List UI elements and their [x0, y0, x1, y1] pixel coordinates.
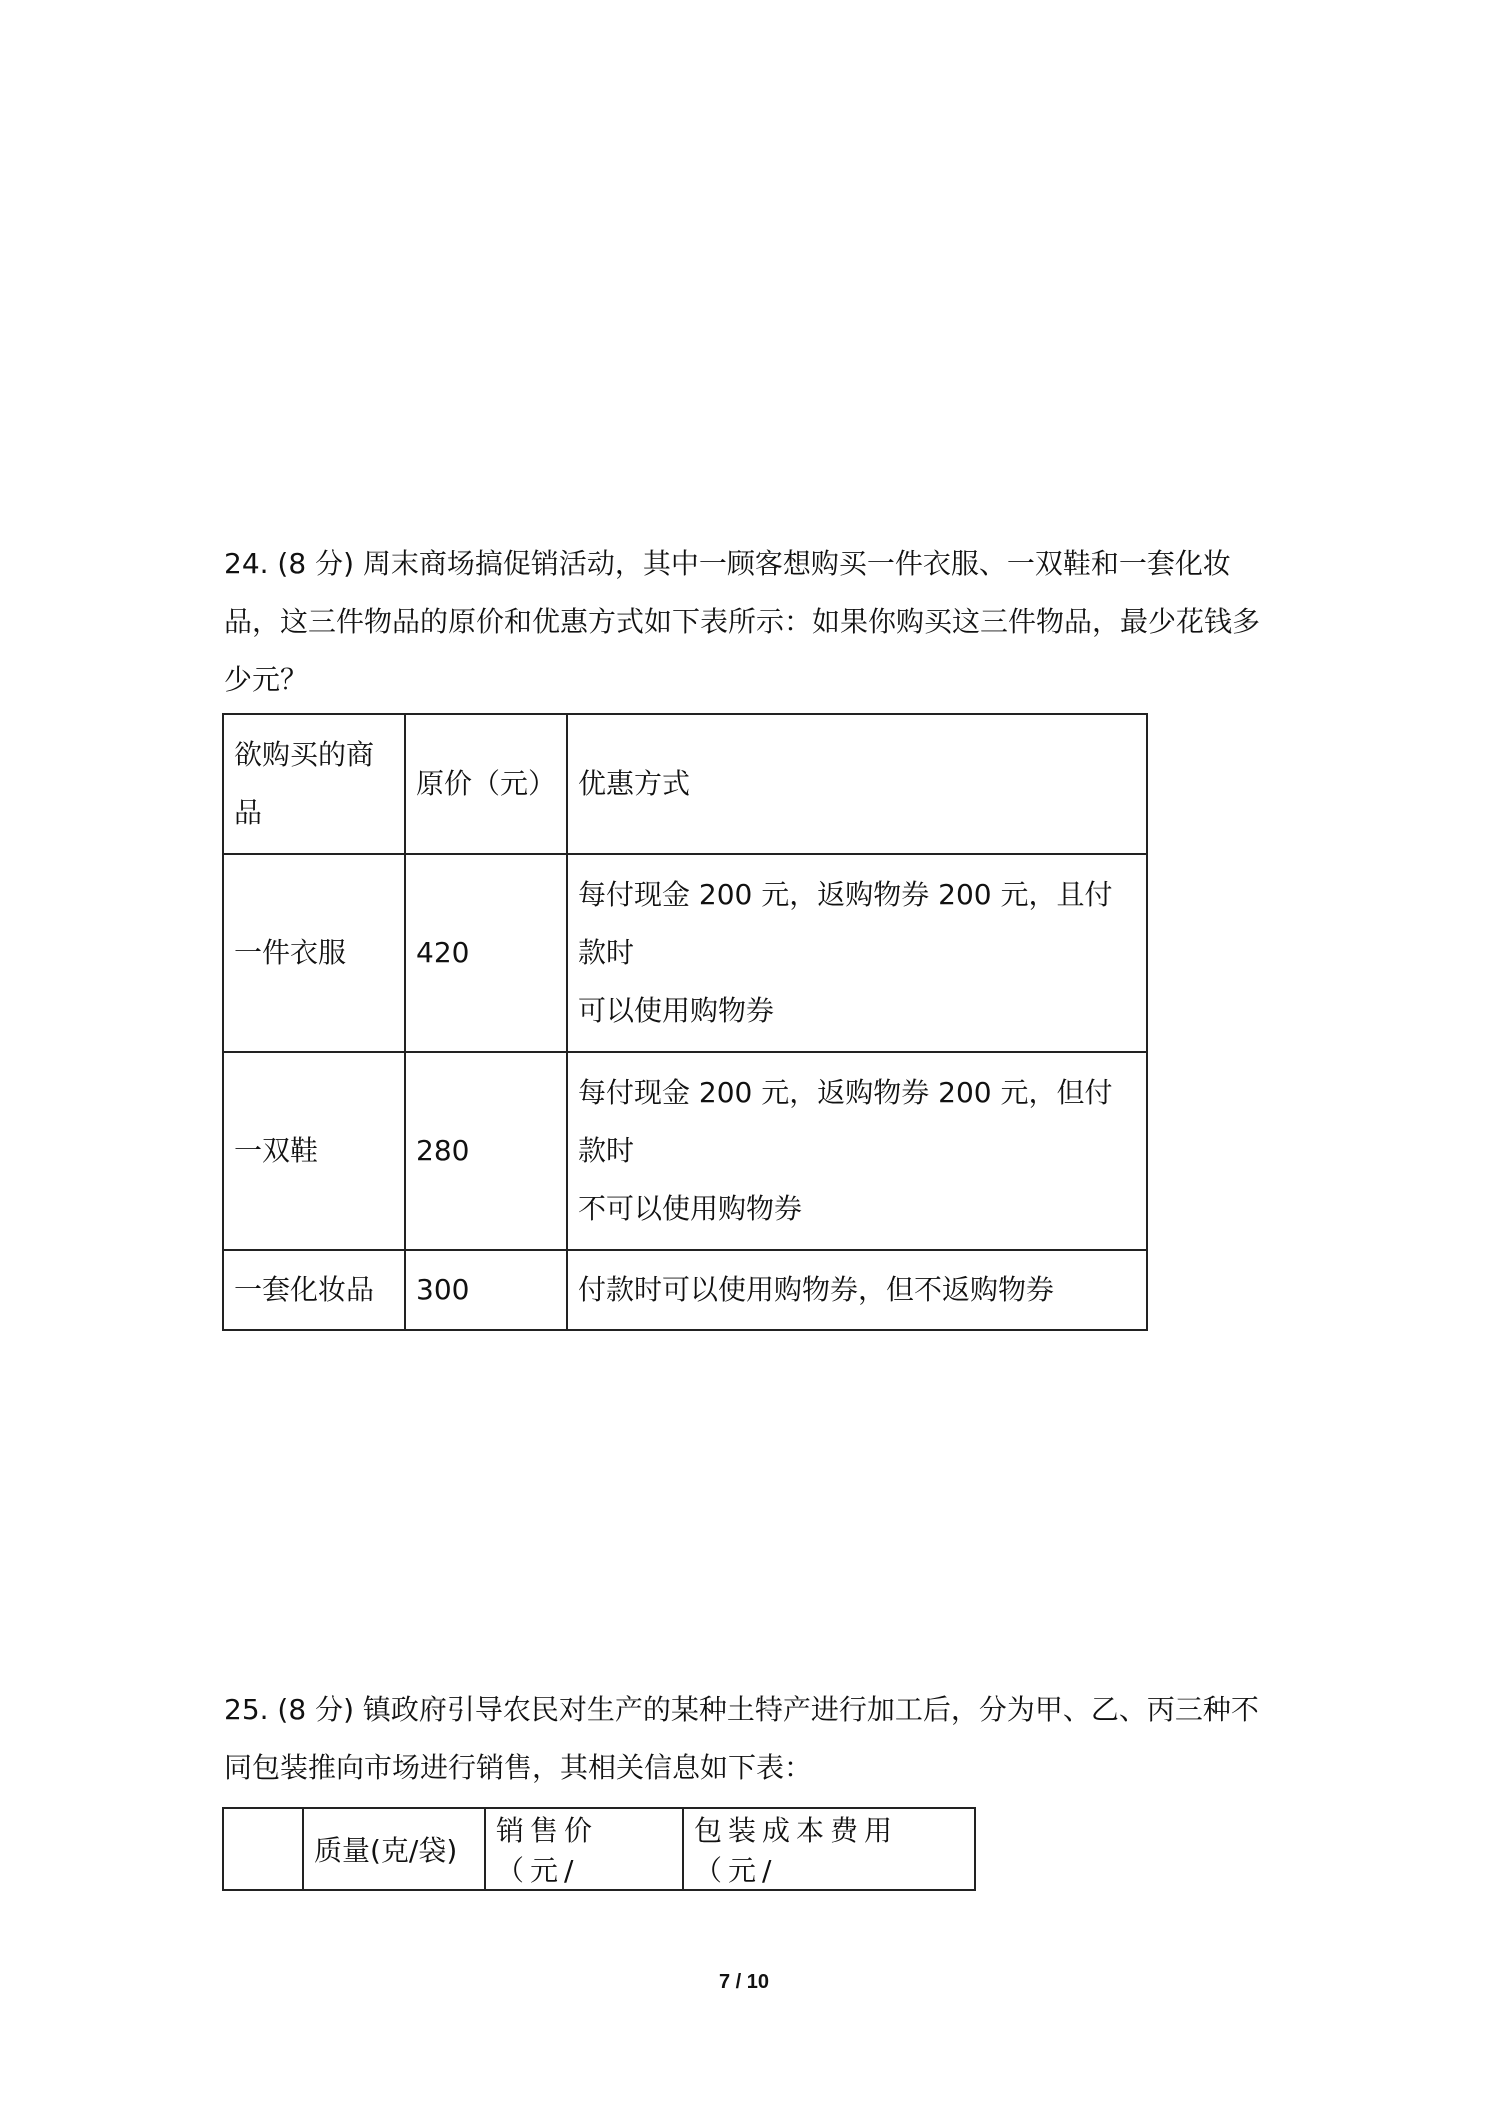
table-header-row: [223, 1808, 975, 1890]
packaging-table: [222, 1807, 976, 1891]
table-header-row: [223, 714, 1147, 854]
row-price: 280: [405, 1052, 567, 1250]
table-row: [223, 1250, 1147, 1330]
question-24: 24. (8 分) 周末商场搞促销活动，其中一顾客想购买一件衣服、一双鞋和一套化妆品，这三件物品的原价和优惠方式如下表所示：如果你购买这三件物品，最少花钱多少元？: [224, 547, 1261, 696]
question-25: 25. (8 分) 镇政府引导农民对生产的某种土特产进行加工后，分为甲、乙、丙三种不同包装推向市场进行销售，其相关信息如下表：: [224, 1693, 1259, 1784]
row-offer: [567, 854, 1147, 1052]
row-price: 300: [405, 1250, 567, 1330]
row-offer: [567, 1052, 1147, 1250]
header-offer: 优惠方式: [567, 714, 1147, 854]
header-price: 原价（元）: [405, 714, 567, 854]
row-item: 一双鞋: [223, 1052, 405, 1250]
header-sale-price: 销售价（元/: [485, 1808, 683, 1890]
header-weight: 质量(克/袋): [303, 1808, 485, 1890]
row-offer: 付款时可以使用购物券，但不返购物券: [567, 1250, 1147, 1330]
row-item: 一套化妆品: [223, 1250, 405, 1330]
header-item: 欲购买的商品: [223, 714, 405, 854]
header-blank: [223, 1808, 303, 1890]
header-packaging-cost: 包装成本费用（元/: [683, 1808, 975, 1890]
row-price: 420: [405, 854, 567, 1052]
row-offer-line1: 每付现金 200 元，返购物券 200 元，且付款时: [578, 878, 1113, 969]
discount-table: [222, 713, 1148, 1331]
page-number: 7 / 10: [718, 1971, 770, 1993]
row-offer-line1: 每付现金 200 元，返购物券 200 元，但付款时: [578, 1076, 1113, 1167]
row-item: 一件衣服: [223, 854, 405, 1052]
row-offer-line2: 可以使用购物券: [578, 994, 775, 1027]
row-offer-line2: 不可以使用购物券: [578, 1192, 803, 1225]
table-row: [223, 854, 1147, 1052]
table-row: [223, 1052, 1147, 1250]
